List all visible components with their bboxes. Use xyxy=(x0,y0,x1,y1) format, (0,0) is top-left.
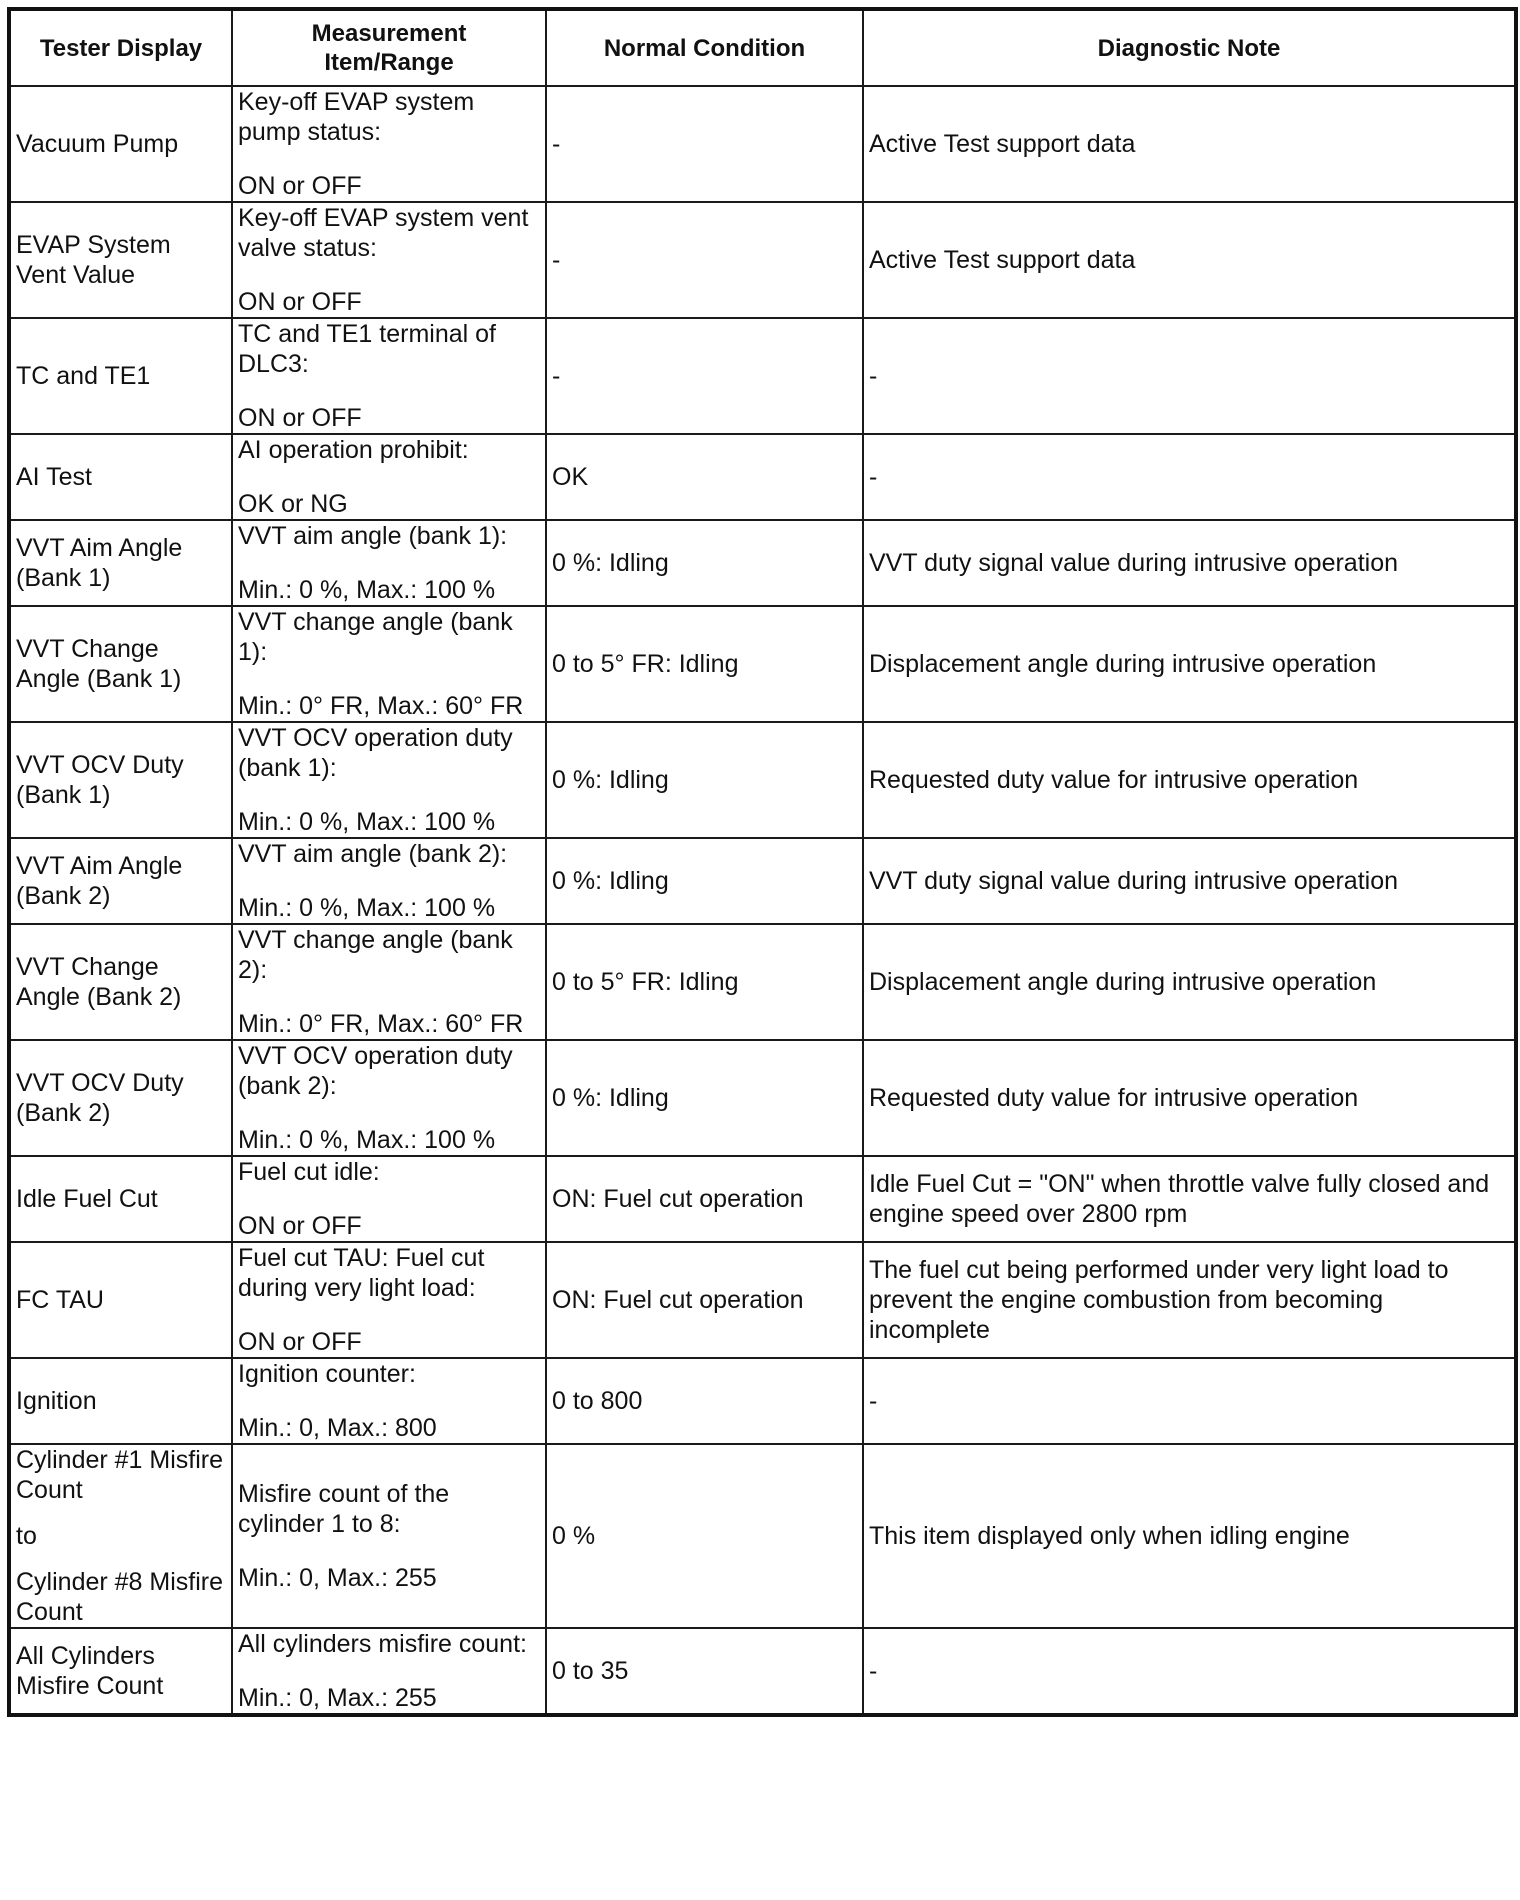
diagnostic-note-cell xyxy=(863,1040,1516,1156)
tester-display-line: Ignition xyxy=(16,1387,97,1415)
normal-condition-cell: 0 to 35 xyxy=(546,1628,863,1715)
tester-display-line: VVT Aim Angle xyxy=(16,852,183,880)
measurement-gap xyxy=(238,465,540,489)
measurement-line: Fuel cut idle: xyxy=(238,1158,380,1186)
tester-display-line: Cylinder #8 Misfire xyxy=(16,1568,224,1596)
diagnostic-note-line: engine speed over 2800 rpm xyxy=(869,1200,1188,1228)
measurement-range: ON or OFF xyxy=(238,1328,362,1356)
measurement-item-cell xyxy=(232,1358,546,1444)
tester-display-cell xyxy=(9,838,232,924)
tester-display-line: (Bank 1) xyxy=(16,781,111,809)
table-body xyxy=(9,86,1516,1715)
tester-display-line: Idle Fuel Cut xyxy=(16,1185,158,1213)
diagnostic-note-cell xyxy=(863,838,1516,924)
tester-display-cell xyxy=(9,1156,232,1242)
table-row xyxy=(9,1444,1516,1628)
tester-display-line: VVT Aim Angle xyxy=(16,534,183,562)
header-measurement-line: Item/Range xyxy=(324,49,454,76)
measurement-gap xyxy=(238,1659,540,1683)
normal-condition-cell: 0 % xyxy=(546,1444,863,1628)
tester-display-cell xyxy=(9,1242,232,1358)
tester-display-line: EVAP System xyxy=(16,231,171,259)
diagnostic-note-cell xyxy=(863,86,1516,202)
normal-condition-cell: ON: Fuel cut operation xyxy=(546,1242,863,1358)
table-row xyxy=(9,606,1516,722)
measurement-gap xyxy=(238,985,540,1009)
measurement-line: 1): xyxy=(238,638,268,666)
diagnostic-note-line: VVT duty signal value during intrusive operation xyxy=(869,867,1399,895)
diagnostic-note-line: incomplete xyxy=(869,1316,990,1344)
measurement-item-cell xyxy=(232,924,546,1040)
table-row xyxy=(9,520,1516,606)
measurement-gap xyxy=(238,1303,540,1327)
measurement-range: ON or OFF xyxy=(238,1212,362,1240)
diagnostic-note-line: Requested duty value for intrusive operation xyxy=(869,766,1359,794)
measurement-line: VVT aim angle (bank 2): xyxy=(238,840,508,868)
measurement-range: Min.: 0, Max.: 800 xyxy=(238,1414,437,1442)
table-row xyxy=(9,1040,1516,1156)
tester-display-cell xyxy=(9,1628,232,1715)
measurement-item-cell xyxy=(232,1156,546,1242)
measurement-line: pump status: xyxy=(238,118,382,146)
normal-condition-cell: 0 %: Idling xyxy=(546,722,863,838)
measurement-gap xyxy=(238,783,540,807)
header-tester-display: Tester Display xyxy=(9,9,232,86)
header-diagnostic-note: Diagnostic Note xyxy=(863,9,1516,86)
measurement-range: Min.: 0° FR, Max.: 60° FR xyxy=(238,1010,524,1038)
diagnostic-note-cell xyxy=(863,606,1516,722)
measurement-range: Min.: 0 %, Max.: 100 % xyxy=(238,576,496,604)
diagnostic-note-line: This item displayed only when idling engine xyxy=(869,1522,1350,1550)
diagnostic-note-line: The fuel cut being performed under very light load to xyxy=(869,1256,1449,1284)
diagnostic-note-line: - xyxy=(869,1387,878,1415)
diagnostic-note-cell xyxy=(863,1358,1516,1444)
measurement-line: VVT OCV operation duty xyxy=(238,724,513,752)
measurement-line: valve status: xyxy=(238,234,377,262)
measurement-line: AI operation prohibit: xyxy=(238,436,469,464)
measurement-range: ON or OFF xyxy=(238,288,362,316)
measurement-line: All cylinders misfire count: xyxy=(238,1630,527,1658)
tester-display-cell xyxy=(9,434,232,520)
measurement-gap xyxy=(238,147,540,171)
normal-condition-cell: OK xyxy=(546,434,863,520)
measurement-gap xyxy=(238,1187,540,1211)
normal-condition-cell: 0 %: Idling xyxy=(546,838,863,924)
measurement-line: Key-off EVAP system xyxy=(238,88,475,116)
measurement-line: VVT change angle (bank xyxy=(238,926,513,954)
normal-condition-cell: ON: Fuel cut operation xyxy=(546,1156,863,1242)
diagnostic-note-cell xyxy=(863,1628,1516,1715)
measurement-item-cell xyxy=(232,86,546,202)
measurement-line: Misfire count of the xyxy=(238,1480,450,1508)
tester-display-line: Angle (Bank 1) xyxy=(16,665,182,693)
tester-display-line: Count xyxy=(16,1598,83,1626)
measurement-range: Min.: 0, Max.: 255 xyxy=(238,1684,437,1712)
tester-display-line: TC and TE1 xyxy=(16,362,151,390)
tester-display-line: (Bank 1) xyxy=(16,564,111,592)
measurement-gap xyxy=(238,1101,540,1125)
diagnostic-note-cell xyxy=(863,1444,1516,1628)
measurement-item-cell xyxy=(232,1628,546,1715)
table-row xyxy=(9,86,1516,202)
tester-display-cell xyxy=(9,202,232,318)
tester-display-line: VVT OCV Duty xyxy=(16,751,184,779)
diagnostic-note-line: VVT duty signal value during intrusive operation xyxy=(869,549,1399,577)
measurement-line: Fuel cut TAU: Fuel cut xyxy=(238,1244,485,1272)
header-measurement-item xyxy=(232,9,546,86)
measurement-item-cell xyxy=(232,606,546,722)
tester-display-line: VVT Change xyxy=(16,635,159,663)
diagnostic-note-line: Requested duty value for intrusive operation xyxy=(869,1084,1359,1112)
measurement-line: TC and TE1 terminal of xyxy=(238,320,496,348)
table-row xyxy=(9,1156,1516,1242)
measurement-gap xyxy=(238,263,540,287)
tester-display-cell xyxy=(9,1444,232,1628)
table-row xyxy=(9,924,1516,1040)
measurement-item-cell xyxy=(232,1242,546,1358)
measurement-line: (bank 2): xyxy=(238,1072,337,1100)
tester-display-line: Count xyxy=(16,1476,83,1504)
diagnostic-note-line: Active Test support data xyxy=(869,130,1136,158)
measurement-range: Min.: 0 %, Max.: 100 % xyxy=(238,808,496,836)
tester-display-line: VVT OCV Duty xyxy=(16,1069,184,1097)
tester-display-cell xyxy=(9,722,232,838)
tester-display-line: Angle (Bank 2) xyxy=(16,983,182,1011)
measurement-line: (bank 1): xyxy=(238,754,337,782)
tester-display-line: (Bank 2) xyxy=(16,1099,111,1127)
diagnostic-note-cell xyxy=(863,1156,1516,1242)
table-row xyxy=(9,838,1516,924)
measurement-range: ON or OFF xyxy=(238,404,362,432)
tester-display-cell xyxy=(9,520,232,606)
tester-display-line: All Cylinders xyxy=(16,1642,155,1670)
tester-display-line: Vacuum Pump xyxy=(16,130,179,158)
measurement-line: Key-off EVAP system vent xyxy=(238,204,529,232)
measurement-line: VVT aim angle (bank 1): xyxy=(238,522,508,550)
normal-condition-cell: 0 to 5° FR: Idling xyxy=(546,606,863,722)
diagnostic-note-cell xyxy=(863,434,1516,520)
tester-display-cell xyxy=(9,924,232,1040)
normal-condition-cell: 0 to 5° FR: Idling xyxy=(546,924,863,1040)
diagnostic-note-line: Displacement angle during intrusive operation xyxy=(869,968,1377,996)
diagnostic-note-line: Active Test support data xyxy=(869,246,1136,274)
measurement-item-cell xyxy=(232,1444,546,1628)
measurement-range: ON or OFF xyxy=(238,172,362,200)
measurement-range: Min.: 0 %, Max.: 100 % xyxy=(238,1126,496,1154)
measurement-range: Min.: 0, Max.: 255 xyxy=(238,1564,437,1592)
table-row xyxy=(9,202,1516,318)
tester-display-cell xyxy=(9,606,232,722)
table-row xyxy=(9,434,1516,520)
measurement-line: VVT OCV operation duty xyxy=(238,1042,513,1070)
tester-display-cell xyxy=(9,318,232,434)
measurement-item-cell xyxy=(232,318,546,434)
table-row xyxy=(9,1358,1516,1444)
measurement-gap xyxy=(238,869,540,893)
tester-display-line: Cylinder #1 Misfire xyxy=(16,1446,224,1474)
table-row xyxy=(9,1628,1516,1715)
tester-display-line: to xyxy=(16,1522,37,1550)
table-row xyxy=(9,318,1516,434)
measurement-item-cell xyxy=(232,838,546,924)
diagnostic-note-line: - xyxy=(869,362,878,390)
normal-condition-cell: - xyxy=(546,86,863,202)
measurement-range: Min.: 0° FR, Max.: 60° FR xyxy=(238,692,524,720)
measurement-gap xyxy=(238,379,540,403)
measurement-line: DLC3: xyxy=(238,350,309,378)
diagnostic-note-cell xyxy=(863,722,1516,838)
measurement-item-cell xyxy=(232,1040,546,1156)
diagnostic-note-cell xyxy=(863,924,1516,1040)
measurement-item-cell xyxy=(232,202,546,318)
measurement-line: during very light load: xyxy=(238,1274,476,1302)
diagnostic-note-cell xyxy=(863,202,1516,318)
measurement-item-cell xyxy=(232,434,546,520)
tester-display-line: AI Test xyxy=(16,463,92,491)
measurement-gap xyxy=(238,667,540,691)
measurement-line: cylinder 1 to 8: xyxy=(238,1510,401,1538)
diagnostic-note-cell xyxy=(863,1242,1516,1358)
header-row xyxy=(9,9,1516,86)
tester-display-line: Vent Value xyxy=(16,261,136,289)
measurement-line: VVT change angle (bank xyxy=(238,608,513,636)
normal-condition-cell: 0 to 800 xyxy=(546,1358,863,1444)
table-row xyxy=(9,722,1516,838)
diagnostic-note-line: Idle Fuel Cut = "ON" when throttle valve fully closed and xyxy=(869,1170,1490,1198)
diagnostic-note-cell xyxy=(863,520,1516,606)
tester-display-line: FC TAU xyxy=(16,1286,104,1314)
measurement-item-cell xyxy=(232,520,546,606)
table-row xyxy=(9,1242,1516,1358)
tester-display-line: (Bank 2) xyxy=(16,882,111,910)
diagnostic-note-line: prevent the engine combustion from becoming xyxy=(869,1286,1384,1314)
measurement-gap xyxy=(238,1389,540,1413)
measurement-item-cell xyxy=(232,722,546,838)
diagnostic-note-line: - xyxy=(869,1657,878,1685)
tester-display-line: VVT Change xyxy=(16,953,159,981)
tester-display-cell xyxy=(9,1358,232,1444)
measurement-gap xyxy=(238,551,540,575)
measurement-range: OK or NG xyxy=(238,490,348,518)
measurement-line: Ignition counter: xyxy=(238,1360,416,1388)
tester-display-line: Misfire Count xyxy=(16,1672,164,1700)
diagnostic-note-line: - xyxy=(869,463,878,491)
measurement-range: Min.: 0 %, Max.: 100 % xyxy=(238,894,496,922)
normal-condition-cell: - xyxy=(546,318,863,434)
header-measurement-line: Measurement xyxy=(311,20,467,47)
measurement-line: 2): xyxy=(238,956,268,984)
normal-condition-cell: 0 %: Idling xyxy=(546,520,863,606)
diagnostic-data-sheet xyxy=(7,7,1518,1717)
tester-display-cell xyxy=(9,86,232,202)
measurement-gap xyxy=(238,1539,540,1563)
data-list-table xyxy=(7,7,1518,1717)
diagnostic-note-line: Displacement angle during intrusive operation xyxy=(869,650,1377,678)
tester-display-cell xyxy=(9,1040,232,1156)
diagnostic-note-cell xyxy=(863,318,1516,434)
header-normal-condition: Normal Condition xyxy=(546,9,863,86)
normal-condition-cell: - xyxy=(546,202,863,318)
normal-condition-cell: 0 %: Idling xyxy=(546,1040,863,1156)
